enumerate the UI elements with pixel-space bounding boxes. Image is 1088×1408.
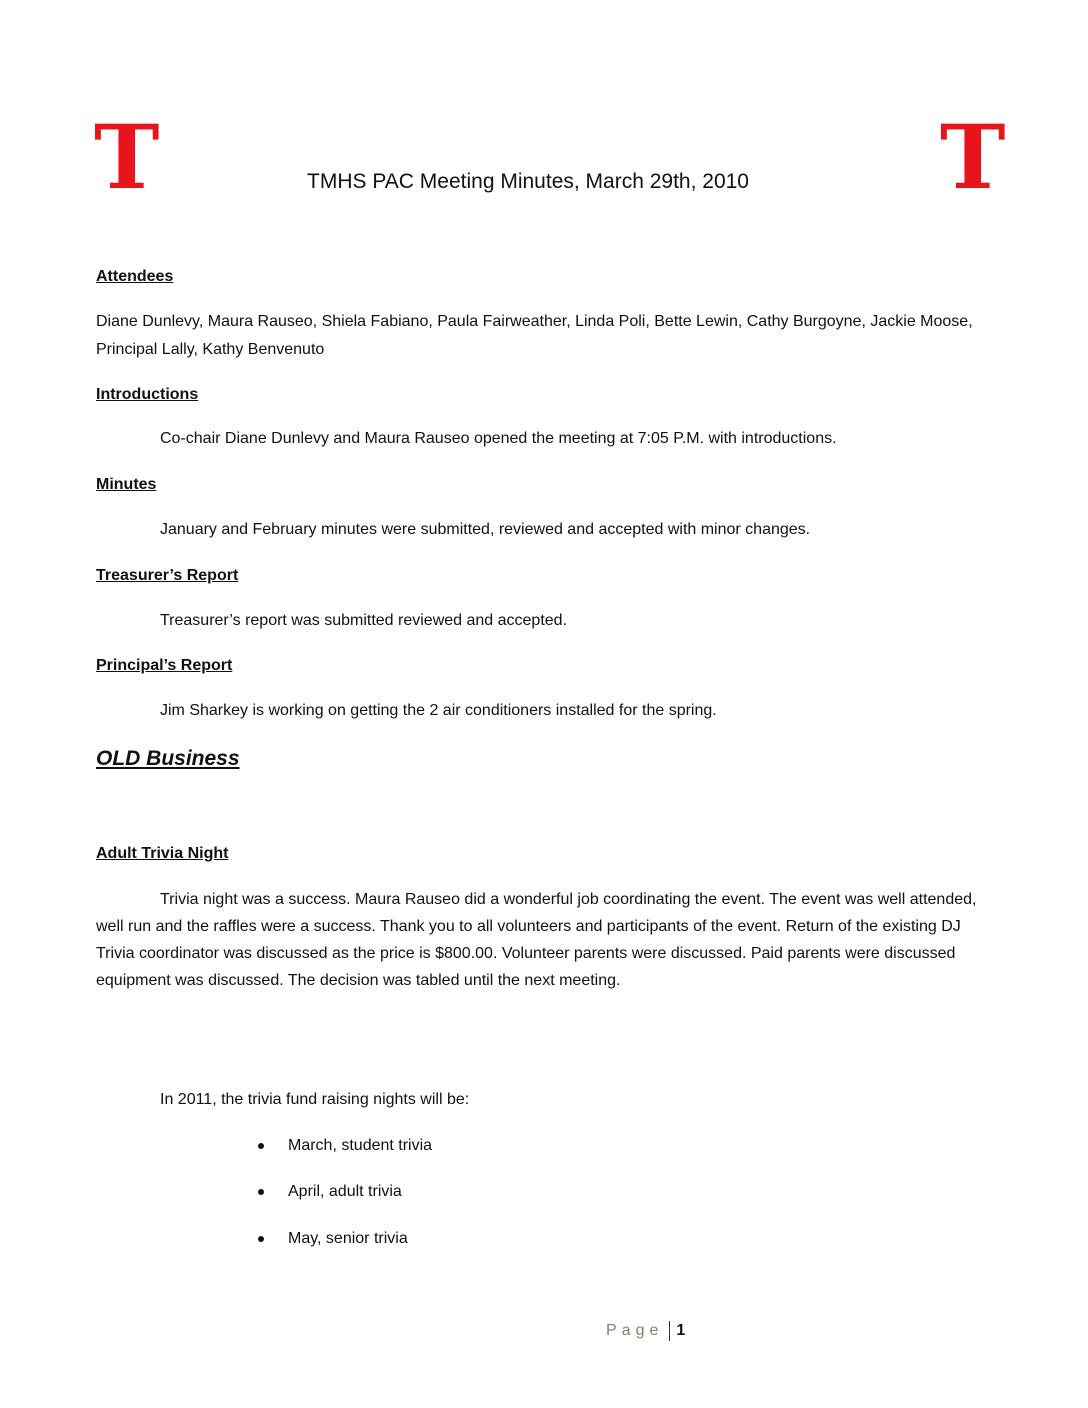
list-item-text: April, adult trivia xyxy=(288,1183,402,1200)
bullet-icon xyxy=(258,1143,264,1149)
list-item-text: March, student trivia xyxy=(288,1137,433,1154)
trivia-heading: Adult Trivia Night xyxy=(96,845,229,862)
treasurer-text: Treasurer’s report was submitted reviewed and accepted. xyxy=(160,612,568,629)
minutes-heading: Minutes xyxy=(96,476,157,493)
list-item-text: May, senior trivia xyxy=(288,1230,408,1247)
principal-heading: Principal’s Report xyxy=(96,657,233,674)
bullet-icon xyxy=(258,1236,264,1242)
old-business-title: OLD Business xyxy=(96,747,240,770)
school-logo-right: T xyxy=(940,105,1006,209)
trivia-intro: In 2011, the trivia fund raising nights will be: xyxy=(160,1091,470,1108)
attendees-heading: Attendees xyxy=(96,268,174,285)
introductions-heading: Introductions xyxy=(96,386,199,403)
introductions-text: Co-chair Diane Dunlevy and Maura Rauseo opened the meeting at 7:05 P.M. with introductions. xyxy=(160,430,837,447)
page-number: 1 xyxy=(676,1322,686,1339)
school-logo-left: T xyxy=(94,105,160,209)
page-footer xyxy=(606,1318,685,1344)
attendees-list: Diane Dunlevy, Maura Rauseo, Shiela Fabiano, Paula Fairweather, Linda Poli, Bette Lewin, Cathy Burgoyne, Jackie Moose, Principal Lally, Kathy Benvenuto xyxy=(96,313,973,358)
page-label: Page xyxy=(606,1322,664,1339)
treasurer-heading: Treasurer’s Report xyxy=(96,567,239,584)
footer-divider xyxy=(669,1321,670,1341)
trivia-paragraph: Trivia night was a success. Maura Rauseo did a wonderful job coordinating the event. The event was well attended, well run and the raffles were a success. Thank you to all volunteers and participants of the event. Return of the existing DJ Trivia coordinator was discussed as the price is $800.00. Volunteer parents were discussed. Paid parents were discussed equipment was discussed. The decision was tabled until the next meeting. xyxy=(96,891,977,989)
bullet-icon xyxy=(258,1189,264,1195)
minutes-text: January and February minutes were submitted, reviewed and accepted with minor changes. xyxy=(160,521,811,538)
document-title: TMHS PAC Meeting Minutes, March 29th, 2010 xyxy=(307,170,749,193)
principal-text: Jim Sharkey is working on getting the 2 air conditioners installed for the spring. xyxy=(160,702,717,719)
